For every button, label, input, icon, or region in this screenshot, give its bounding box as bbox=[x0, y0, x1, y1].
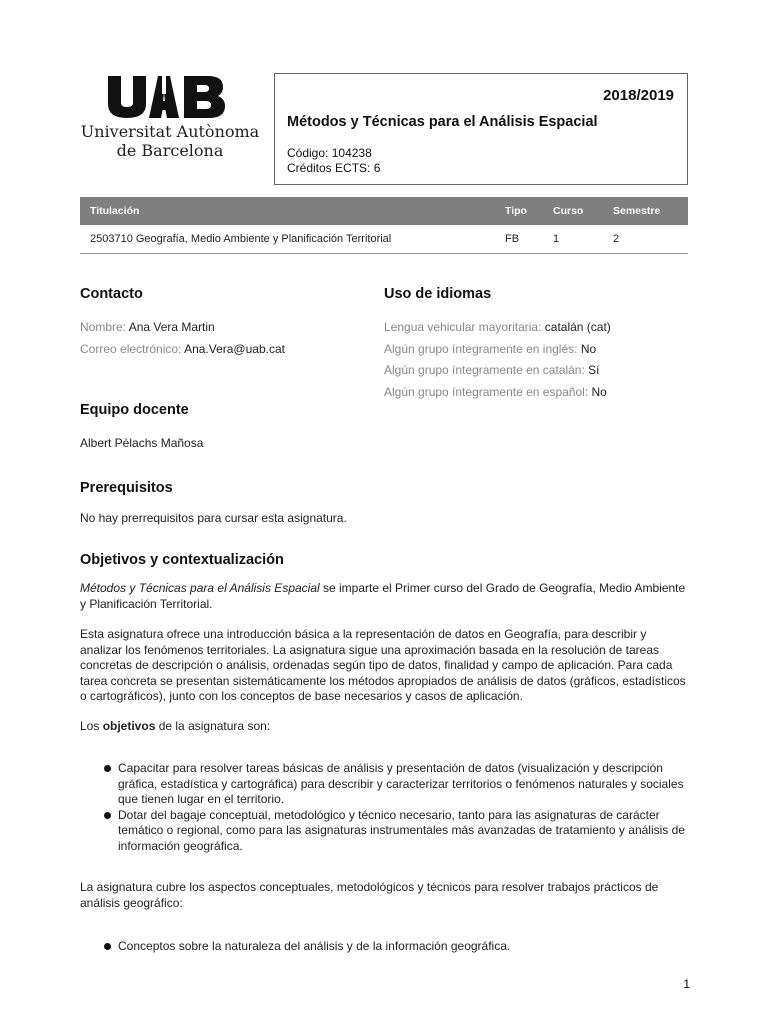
bullet-icon bbox=[104, 765, 111, 772]
language-value: No bbox=[591, 385, 607, 399]
language-row bbox=[384, 342, 596, 356]
objectives-intro bbox=[80, 581, 690, 612]
objectives-intro-italic: Métodos y Técnicas para el Análisis Espacial bbox=[80, 581, 320, 595]
logo-line-1: Universitat Autònoma bbox=[80, 122, 260, 141]
teaching-team-heading: Equipo docente bbox=[80, 402, 189, 418]
course-code-value: 104238 bbox=[331, 146, 372, 160]
cell-semester: 2 bbox=[603, 225, 688, 254]
uab-logo bbox=[80, 76, 260, 160]
language-label: Algún grupo íntegramente en catalán: bbox=[384, 363, 585, 377]
contact-email-label: Correo electrónico: bbox=[80, 342, 182, 356]
contact-heading: Contacto bbox=[80, 286, 143, 302]
contact-email-value[interactable]: Ana.Vera@uab.cat bbox=[184, 342, 285, 356]
course-ects-value: 6 bbox=[373, 161, 381, 175]
language-value: catalán (cat) bbox=[544, 320, 611, 334]
list-item bbox=[102, 808, 690, 855]
language-label: Algún grupo íntegramente en español: bbox=[384, 385, 589, 399]
table-row bbox=[80, 225, 688, 254]
objectives-list bbox=[102, 761, 690, 854]
teaching-team-member: Albert Pèlachs Mañosa bbox=[80, 436, 204, 450]
objectives-paragraph: Esta asignatura ofrece una introducción básica a la representación de datos en Geografía, para describir y analizar los fenómenos territoriales. La asignatura sigue una aproximación basada en la resolución de tareas concretas de descripción o análisis, ordenadas según tipo de datos, finalidad y campo de aplicación. Para cada tarea concreta se presentan sistemáticamente los métodos apropiados de análisis de datos (gráficos, estadísticos o cartográficos), junto con los conceptos de base necesarios y casos de aplicación. bbox=[80, 627, 686, 703]
contact-name bbox=[80, 320, 215, 334]
course-title: Métodos y Técnicas para el Análisis Espacial bbox=[287, 114, 598, 130]
language-row bbox=[384, 363, 600, 377]
languages-heading: Uso de idiomas bbox=[384, 286, 492, 302]
column-header-semester: Semestre bbox=[603, 197, 688, 225]
cell-year: 1 bbox=[543, 225, 603, 254]
coverage-list bbox=[102, 939, 690, 955]
cell-degree: 2503710 Geografía, Medio Ambiente y Planificación Territorial bbox=[80, 225, 495, 254]
course-header-box bbox=[274, 73, 688, 185]
uab-logo-text bbox=[80, 122, 260, 160]
uab-logo-mark bbox=[108, 76, 228, 118]
academic-year: 2018/2019 bbox=[603, 87, 674, 104]
objectives-lead-suffix: de la asignatura son: bbox=[155, 719, 271, 733]
list-item-text: Conceptos sobre la naturaleza del análisis y de la información geográfica. bbox=[118, 939, 511, 953]
logo-line-2: de Barcelona bbox=[116, 141, 224, 160]
list-item bbox=[102, 939, 690, 955]
coverage-paragraph: La asignatura cubre los aspectos conceptuales, metodológicos y técnicos para resolver trabajos prácticos de análisis geográfico: bbox=[80, 880, 659, 910]
bullet-icon bbox=[104, 943, 111, 950]
objectives-lead-prefix: Los bbox=[80, 719, 103, 733]
list-item bbox=[102, 761, 690, 808]
list-item-text: Capacitar para resolver tareas básicas de análisis y presentación de datos (visualización y descripción gráfica, estadística y cartográfica) para describir y caracterizar territorios o fenómenos naturales y sociales que tienen lugar en el territorio. bbox=[118, 761, 684, 806]
list-item-text: Dotar del bagaje conceptual, metodológico y técnico necesario, tanto para las asignaturas de carácter temático o regional, como para las asignaturas instrumentales más avanzadas de tratamiento y análisis de información geográfica. bbox=[118, 807, 685, 853]
prerequisites-heading: Prerequisitos bbox=[80, 480, 173, 496]
objectives-heading: Objetivos y contextualización bbox=[80, 552, 284, 568]
contact-email bbox=[80, 342, 285, 356]
language-label: Lengua vehicular mayoritaria: bbox=[384, 320, 542, 334]
bullet-icon bbox=[104, 812, 111, 819]
objectives-intro-rest: se imparte el Primer curso del Grado de Geografía, Medio Ambiente y Planificación Territorial. bbox=[80, 581, 686, 611]
language-value: No bbox=[580, 342, 597, 356]
language-value: Sí bbox=[588, 363, 600, 377]
contact-name-value: Ana Vera Martin bbox=[128, 320, 215, 334]
contact-name-label: Nombre: bbox=[80, 320, 127, 334]
objectives-lead bbox=[80, 719, 690, 735]
page-number: 1 bbox=[683, 977, 690, 991]
course-code-label: Código: bbox=[287, 146, 329, 160]
course-code bbox=[287, 146, 372, 160]
table-header-row bbox=[80, 197, 688, 225]
column-header-year: Curso bbox=[543, 197, 603, 225]
course-ects-label: Créditos ECTS: bbox=[287, 161, 371, 175]
prerequisites-text: No hay prerrequisitos para cursar esta asignatura. bbox=[80, 511, 347, 525]
column-header-degree: Titulación bbox=[80, 197, 495, 225]
language-label: Algún grupo íntegramente en inglés: bbox=[384, 342, 578, 356]
column-header-type: Tipo bbox=[495, 197, 543, 225]
objectives-lead-bold: objetivos bbox=[102, 719, 156, 733]
cell-type: FB bbox=[495, 225, 543, 254]
language-row bbox=[384, 320, 611, 334]
course-ects bbox=[287, 161, 380, 175]
degree-table bbox=[80, 197, 688, 254]
language-row bbox=[384, 385, 607, 399]
